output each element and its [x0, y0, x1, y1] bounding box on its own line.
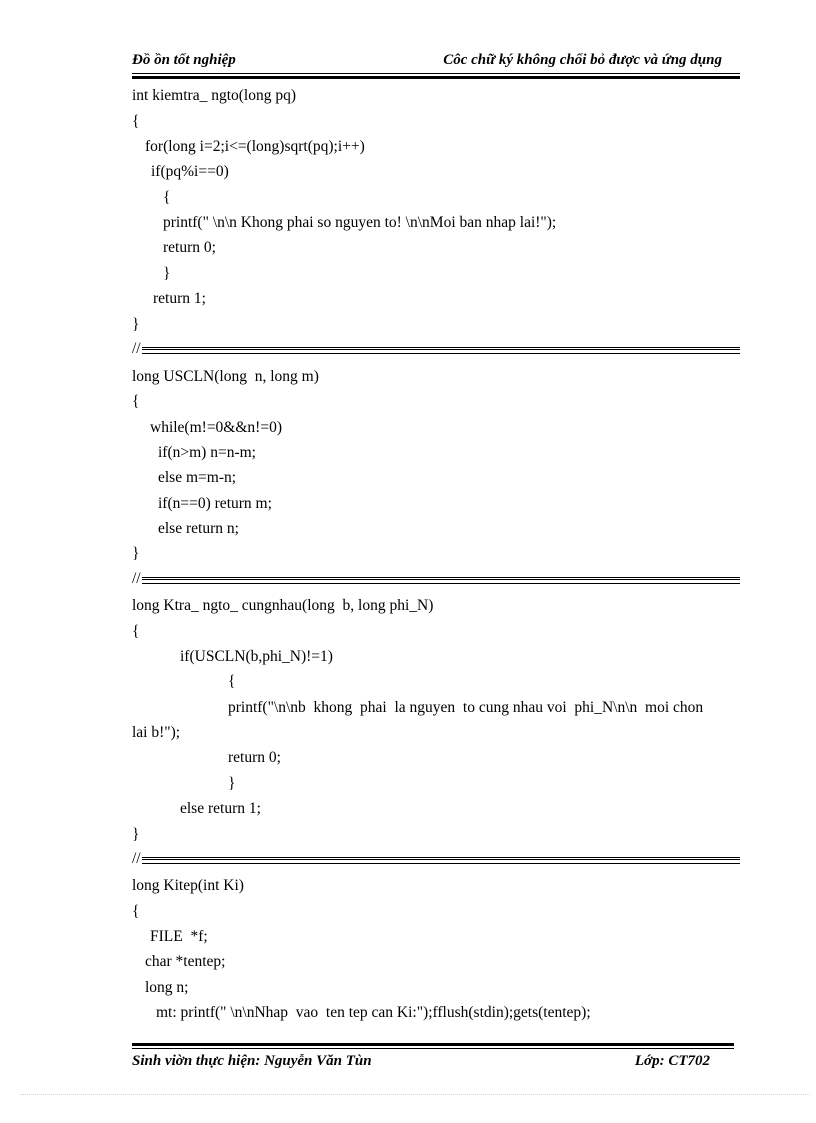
code-line: printf(" \n\n Khong phai so nguyen to! \n\nMoi ban nhap lai!"); [163, 214, 557, 231]
separator-comment: // [132, 340, 141, 357]
code-line: else return 1; [180, 800, 261, 817]
code-line: while(m!=0&&n!=0) [150, 419, 282, 436]
header-thesis-title: Đồ ồn tốt nghiệp [132, 52, 236, 68]
code-line: long Kitep(int Ki) [132, 877, 244, 894]
footer-class: Lớp: CT702 [634, 1053, 710, 1069]
code-line: FILE *f; [150, 928, 208, 945]
code-line: } [132, 316, 140, 333]
code-line: long Ktra_ ngto_ cungnhau(long b, long phi_N) [132, 597, 434, 614]
code-line: } [132, 545, 140, 562]
header-rule-thin [132, 73, 740, 74]
separator-rule [132, 570, 740, 589]
code-line: printf("\n\nb khong phai la nguyen to cung nhau voi phi_N\n\n moi chon [228, 699, 704, 716]
code-line: { [132, 393, 140, 410]
code-line: mt: printf(" \n\nNhap vao ten tep can Ki:");fflush(stdin);gets(tentep); [156, 1004, 591, 1021]
footer-rule-thick [132, 1043, 734, 1046]
code-line: long USCLN(long n, long m) [132, 368, 319, 385]
separator-rule [132, 850, 740, 869]
page-header [132, 50, 740, 74]
code-line: if(pq%i==0) [151, 163, 229, 180]
code-line: long n; [145, 979, 189, 996]
footer-author: Sinh viờn thực hiện: Nguyễn Văn Tùn [132, 1053, 372, 1069]
code-line: return 0; [228, 749, 281, 766]
code-line: if(n==0) return m; [158, 495, 272, 512]
separator-comment: // [132, 570, 141, 587]
header-topic-title: Côc chữ ký không chối bỏ được và ứng dụng [443, 52, 722, 68]
separator-rule [132, 340, 740, 359]
separator-bar [142, 857, 740, 864]
code-line: if(USCLN(b,phi_N)!=1) [180, 648, 333, 665]
code-line: { [163, 189, 171, 206]
page-edge-dots [20, 1094, 810, 1095]
code-line: } [163, 265, 171, 282]
code-line: { [228, 673, 236, 690]
code-line: return 1; [153, 290, 206, 307]
code-line: lai b!"); [132, 724, 181, 741]
separator-bar [142, 577, 740, 584]
code-line: { [132, 113, 140, 130]
code-line: else m=m-n; [158, 469, 237, 486]
code-line: { [132, 903, 140, 920]
header-rule-thick [132, 76, 740, 79]
code-line: } [132, 826, 140, 843]
code-line: char *tentep; [145, 953, 226, 970]
code-line: for(long i=2;i<=(long)sqrt(pq);i++) [145, 138, 365, 155]
code-line: int kiemtra_ ngto(long pq) [132, 87, 297, 104]
code-line: { [132, 623, 140, 640]
code-line: } [228, 775, 236, 792]
code-line: else return n; [158, 520, 239, 537]
code-line: if(n>m) n=n-m; [158, 444, 256, 461]
footer-rule-thin [132, 1048, 734, 1049]
separator-bar [142, 347, 740, 354]
separator-comment: // [132, 850, 141, 867]
code-line: return 0; [163, 239, 216, 256]
page-footer [132, 1053, 734, 1075]
